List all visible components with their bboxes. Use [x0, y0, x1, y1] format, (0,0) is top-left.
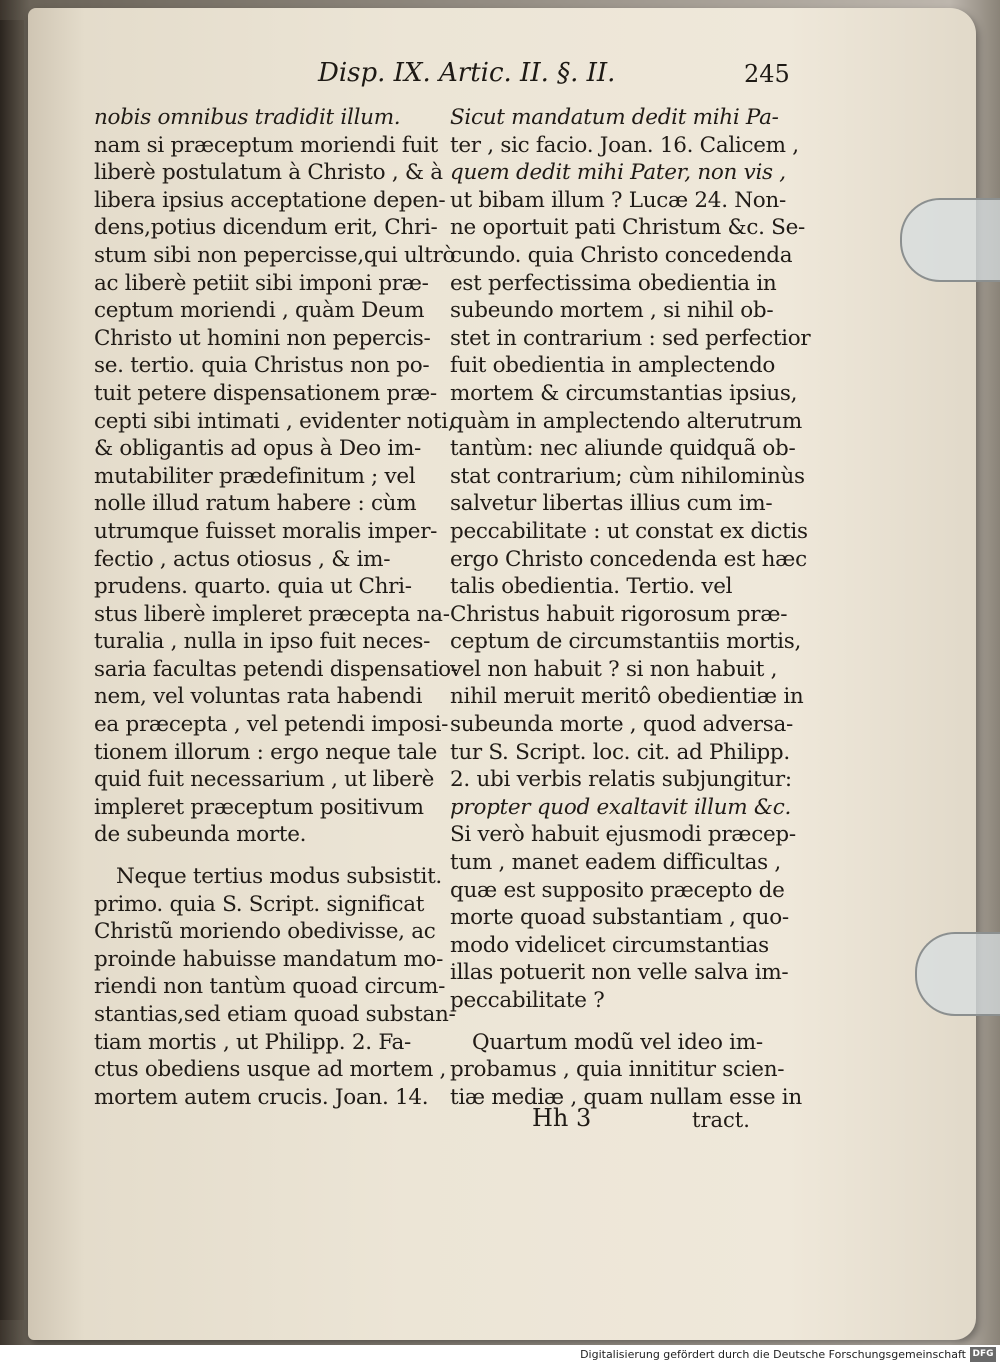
text-line: ut bibam illum ? Lucæ 24. Non- — [450, 187, 786, 213]
text-line: utrumque fuisset moralis imper- — [94, 518, 438, 544]
text-line: nolle illud ratum habere : cùm — [94, 491, 417, 517]
text-line: saria facultas petendi dispensatio- — [94, 656, 458, 682]
text-line: nam si præceptum moriendi fuit — [94, 132, 438, 158]
text-line: turalia , nulla in ipso fuit neces- — [94, 629, 431, 655]
text-line: cepti sibi intimati , evidenter noti, — [94, 408, 455, 434]
text-line: modo videlicet circumstantias — [450, 932, 769, 958]
text-line: tiæ mediæ , quam nullam esse in — [450, 1084, 802, 1110]
text-line: stat contrarium; cùm nihilominùs — [450, 463, 805, 489]
text-line: & obligantis ad opus à Deo im- — [94, 436, 422, 462]
text-line: quid fuit necessarium , ut liberè — [94, 767, 435, 793]
text-line: vel non habuit ? si non habuit , — [450, 656, 778, 682]
text-line: stet in contrarium : sed perfectior — [450, 325, 811, 351]
text-line: salvetur libertas illius cum im- — [450, 491, 773, 517]
text-line: morte quoad substantiam , quo- — [450, 905, 789, 931]
text-line: ceptum moriendi , quàm Deum — [94, 298, 425, 324]
signature-mark: Hh 3 — [532, 1104, 592, 1132]
text-line: Neque tertius modus subsistit. — [116, 864, 442, 890]
text-line: Sicut mandatum dedit mihi Pa- — [450, 105, 779, 130]
text-line: ergo Christo concedenda est hæc — [450, 546, 807, 572]
text-line: illas potuerit non velle salva im- — [450, 960, 789, 986]
text-line: ter , sic facio. Joan. 16. Calicem , — [450, 132, 799, 158]
text-line: Quartum modũ vel ideo im- — [472, 1029, 763, 1055]
text-line: mortem autem crucis. Joan. 14. — [94, 1084, 429, 1110]
text-line: tionem illorum : ergo neque tale — [94, 739, 437, 765]
text-line: nem, vel voluntas rata habendi — [94, 684, 423, 710]
text-line: dens,potius dicendum erit, Chri- — [94, 215, 438, 241]
text-line: est perfectissima obedientia in — [450, 270, 777, 296]
text-line: quàm in amplectendo alterutrum — [450, 408, 802, 434]
text-line: nobis omnibus tradidit illum. — [94, 105, 401, 130]
text-line: stantias,sed etiam quoad substan- — [94, 1002, 456, 1027]
text-line: nihil meruit meritô obedientiæ in — [450, 684, 804, 710]
text-line: ea præcepta , vel petendi imposi- — [94, 712, 449, 738]
text-line: quæ est supposito præcepto de — [450, 877, 785, 903]
page-tab-lower — [915, 932, 1000, 1016]
text-line: proinde habuisse mandatum mo- — [94, 946, 444, 972]
text-line: tiam mortis , ut Philipp. 2. Fa- — [94, 1029, 411, 1055]
text-line: ac liberè petiit sibi imponi præ- — [94, 270, 429, 296]
text-line: liberè postulatum à Christo , & à — [94, 160, 443, 186]
text-line: riendi non tantùm quoad circum- — [94, 974, 446, 1000]
text-line: fectio , actus otiosus , & im- — [94, 546, 391, 572]
text-line: tum , manet eadem difficultas , — [450, 850, 781, 876]
credit-text: Digitalisierung gefördert durch die Deutsche Forschungsgemeinschaft — [580, 1348, 966, 1361]
running-title: Disp. IX. Artic. II. §. II. — [318, 58, 616, 88]
text-line: fuit obedientia in amplectendo — [450, 353, 776, 379]
text-line: tantùm: nec aliunde quidquã ob- — [450, 436, 796, 462]
book-spine — [0, 20, 24, 1320]
left-column — [94, 104, 458, 1111]
text-line: stus liberè impleret præcepta na- — [94, 601, 450, 627]
text-line: Si verò habuit ejusmodi præcep- — [450, 822, 796, 848]
right-column — [450, 104, 811, 1111]
paragraph-gap — [94, 849, 439, 863]
text-line: peccabilitate : ut constat ex dictis — [450, 518, 808, 544]
text-line: quem dedit mihi Pater, non vis , — [450, 160, 786, 186]
credit-bar — [0, 1345, 1000, 1365]
text-line: mortem & circumstantias ipsius, — [450, 380, 798, 406]
text-line: Christo ut homini non pepercis- — [94, 325, 431, 351]
text-line: 2. ubi verbis relatis subjungitur: — [450, 767, 792, 793]
text-line: subeundo mortem , si nihil ob- — [450, 298, 774, 324]
text-line: libera ipsius acceptatione depen- — [94, 187, 446, 213]
text-line: de subeunda morte. — [94, 822, 307, 848]
text-line: prudens. quarto. quia ut Chri- — [94, 574, 412, 600]
text-line: peccabilitate ? — [450, 988, 605, 1013]
text-line: impleret præceptum positivum — [94, 794, 424, 820]
text-line: propter quod exaltavit illum &c. — [450, 794, 791, 820]
text-line: cundo. quia Christo concedenda — [450, 242, 793, 268]
text-line: ctus obediens usque ad mortem , — [94, 1057, 447, 1083]
text-line: tuit petere dispensationem præ- — [94, 380, 437, 406]
text-line: tur S. Script. loc. cit. ad Philipp. — [450, 739, 790, 765]
text-line: ne oportuit pati Christum &c. Se- — [450, 215, 805, 241]
text-line: se. tertio. quia Christus non po- — [94, 353, 430, 379]
text-line: probamus , quia innititur scien- — [450, 1057, 785, 1083]
text-line: primo. quia S. Script. significat — [94, 891, 425, 917]
page-tab-upper — [900, 198, 1000, 282]
text-line: mutabiliter prædefinitum ; vel — [94, 463, 416, 489]
text-line: talis obedientia. Tertio. vel — [450, 574, 733, 600]
page-number: 245 — [744, 60, 790, 88]
text-line: Christus habuit rigorosum præ- — [450, 601, 788, 627]
text-line: Christũ moriendo obedivisse, ac — [94, 919, 436, 945]
text-line: stum sibi non pepercisse,qui ultrò — [94, 242, 456, 268]
running-header — [300, 52, 800, 92]
catchword: tract. — [692, 1108, 750, 1132]
dfg-logo: DFG — [970, 1347, 996, 1362]
text-line: ceptum de circumstantiis mortis, — [450, 629, 802, 655]
text-line: subeunda morte , quod adversa- — [450, 712, 793, 738]
paragraph-gap — [450, 1015, 780, 1029]
